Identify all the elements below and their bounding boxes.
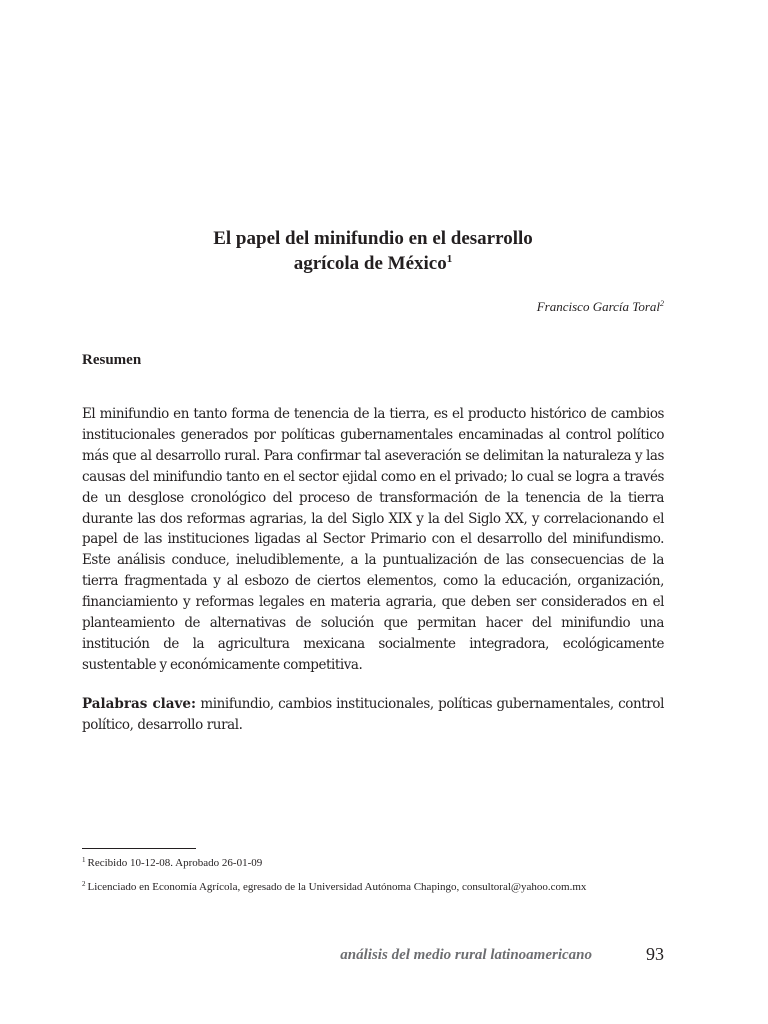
article-title — [82, 226, 664, 276]
keywords-paragraph — [82, 694, 664, 736]
footnote-1 — [82, 856, 682, 870]
abstract-heading: Resumen — [82, 352, 142, 368]
title-line-2: agrícola de México — [293, 253, 447, 274]
author-line — [537, 299, 664, 315]
footnote-2-text: Licenciado en Economía Agrícola, egresado de la Universidad Autónoma Chapingo, consultoral@yahoo.com.mx — [87, 881, 587, 893]
footnote-1-text: Recibido 10-12-08. Aprobado 26-01-09 — [87, 857, 263, 869]
author-footnote-marker: 2 — [660, 299, 664, 308]
footnote-1-marker: 1 — [82, 856, 86, 864]
keywords-label: Palabras clave: — [82, 696, 196, 712]
footnote-separator — [82, 848, 196, 849]
journal-name-footer: análisis del medio rural latinoamericano — [340, 947, 592, 963]
footnote-2 — [82, 880, 682, 894]
author-name: Francisco García Toral — [536, 299, 660, 314]
abstract-body: El minifundio en tanto forma de tenencia de la tierra, es el producto histórico de cambios institucionales generados por políticas gubernamentales encaminadas al control político más que al desarrollo rural. Para confirmar tal aseveración se delimitan la naturaleza y las causas del minifundio tanto en el sector ejidal como en el privado; lo cual se logra a través de un desglose cronológico del proceso de transformación de la tenencia de la tierra durante las dos reformas agrarias, la del Siglo XIX y la del Siglo XX, y correlacionando el papel de las instituciones ligadas al Sector Primario con el desarrollo del minifundismo. Este análisis conduce, ineludiblemente, a la puntualización de las consecuencias de la tierra fragmentada y al esbozo de ciertos elementos, como la educación, organización, financiamiento y reformas legales en materia agraria, que deben ser considerados en el planteamiento de alternativas de solución que permitan hacer del minifundio una institución de la agricultura mexicana socialmente integradora, ecológicamente sustentable y económicamente competitiva. — [82, 406, 664, 673]
title-footnote-marker: 1 — [446, 253, 453, 265]
title-line-1: El papel del minifundio en el desarrollo — [213, 228, 533, 249]
footnote-2-marker: 2 — [82, 880, 86, 888]
keywords-text: minifundio, cambios institucionales, políticas gubernamentales, control político, desarrollo rural. — [82, 696, 664, 733]
page-number: 93 — [646, 944, 664, 964]
